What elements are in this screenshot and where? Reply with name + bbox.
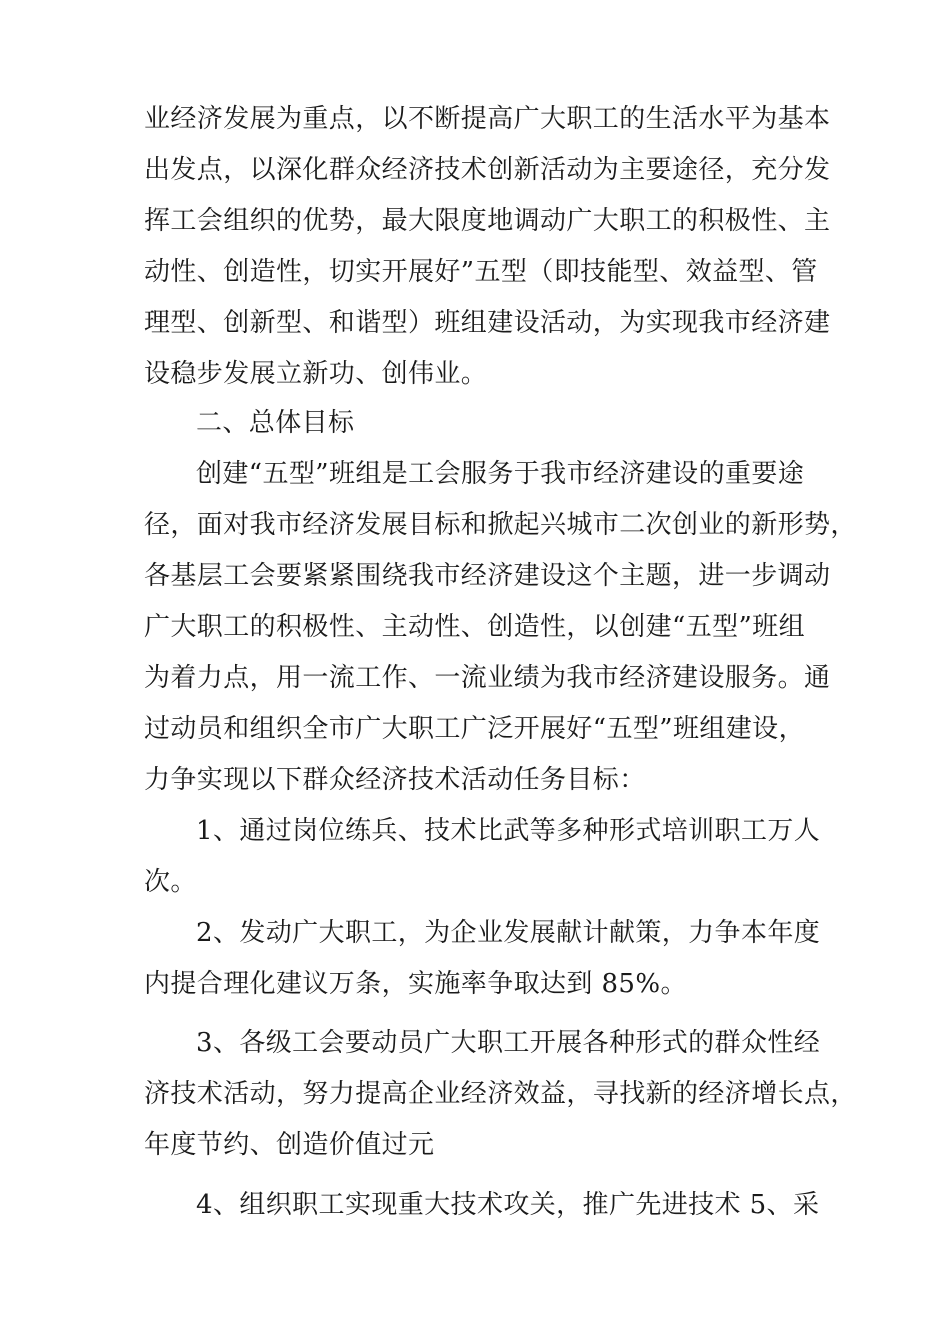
text-line: 创建“五型”班组是工会服务于我市经济建设的重要途 [196, 459, 805, 489]
list-item: 2、发动广大职工，为企业发展献计献策，力争本年度 [196, 918, 821, 948]
list-item: 3、各级工会要动员广大职工开展各种形式的群众性经 [196, 1028, 821, 1058]
text-line: 理型、创新型、和谐型）班组建设活动，为实现我市经济建 [144, 308, 831, 338]
text-line: 挥工会组织的优势，最大限度地调动广大职工的积极性、主 [144, 206, 831, 236]
text-line: 力争实现以下群众经济技术活动任务目标： [144, 765, 646, 795]
text-line: 设稳步发展立新功、创伟业。 [144, 359, 488, 389]
text-line: 次。 [144, 867, 197, 897]
text-line: 为着力点，用一流工作、一流业绩为我市经济建设服务。通 [144, 663, 831, 693]
text-line: 出发点，以深化群众经济技术创新活动为主要途径，充分发 [144, 155, 831, 185]
text-line: 业经济发展为重点，以不断提高广大职工的生活水平为基本 [144, 104, 831, 134]
text-line: 各基层工会要紧紧围绕我市经济建设这个主题，进一步调动 [144, 561, 831, 591]
text-line: 年度节约、创造价值过元 [144, 1130, 435, 1160]
text-line: 广大职工的积极性、主动性、创造性，以创建“五型”班组 [144, 612, 805, 642]
text-line: 径，面对我市经济发展目标和掀起兴城市二次创业的新形势， [144, 510, 857, 540]
text-line: 动性、创造性，切实开展好”五型（即技能型、效益型、管 [144, 257, 818, 287]
text-line: 过动员和组织全市广大职工广泛开展好“五型”班组建设， [144, 714, 805, 744]
list-item: 4、组织职工实现重大技术攻关，推广先进技术 5、采 [196, 1190, 820, 1220]
text-line: 内提合理化建议万条，实施率争取达到 85%。 [144, 969, 687, 999]
text-line: 济技术活动，努力提高企业经济效益，寻找新的经济增长点， [144, 1079, 857, 1109]
section-heading: 二、总体目标 [196, 408, 355, 438]
list-item: 1、通过岗位练兵、技术比武等多种形式培训职工万人 [196, 816, 821, 846]
